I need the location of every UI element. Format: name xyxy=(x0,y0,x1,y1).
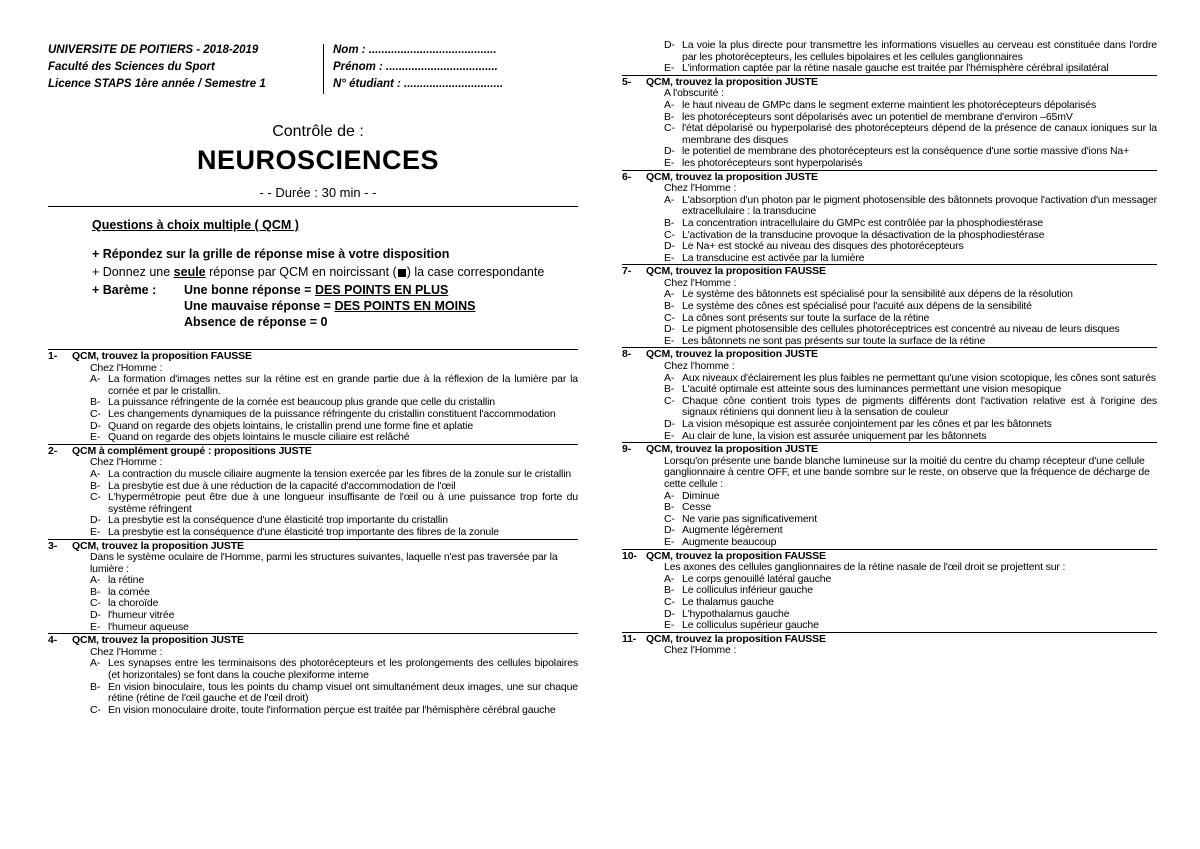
title-divider xyxy=(48,206,578,207)
question-number: 2- xyxy=(48,444,58,457)
option-letter: B- xyxy=(90,680,101,693)
question-option xyxy=(622,241,1157,253)
question-title: QCM, trouvez la proposition FAUSSE xyxy=(646,632,826,645)
option-letter: D- xyxy=(90,419,101,432)
option-letter: A- xyxy=(664,193,675,206)
option-text: Le pigment photosensible des cellules photoréceptrices est concentré au niveau de leurs disques xyxy=(682,323,1120,336)
option-text: Aux niveaux d'éclairement les plus faibles ne permettant qu'une vision scotopique, les cônes sont saturés xyxy=(682,371,1156,384)
questions-left-column xyxy=(48,349,578,716)
option-text: La presbytie est la conséquence d'une élasticité trop importante du cristallin xyxy=(108,514,448,527)
question-intro: Chez l'Homme : xyxy=(90,361,163,374)
question-option xyxy=(48,658,578,681)
option-text: l'humeur vitrée xyxy=(108,609,175,622)
option-text: L'acuité optimale est atteinte sous des luminances permettant une vision mesopique xyxy=(682,383,1062,396)
option-text: Le corps genouillé latéral gauche xyxy=(682,572,832,585)
question-header xyxy=(622,549,1157,563)
question-header xyxy=(622,75,1157,89)
bad-answer-label: Une mauvaise réponse = xyxy=(184,299,331,313)
instruction-2c: réponse par QCM en noircissant ( xyxy=(209,265,397,279)
option-letter: B- xyxy=(90,585,101,598)
option-text: La vision mésopique est assurée conjointement par les cônes et par les bâtonnets xyxy=(682,418,1052,430)
question-title: QCM à complément groupé : propositions JUSTE xyxy=(72,444,312,457)
question-option xyxy=(622,431,1157,443)
option-text: Ne varie pas significativement xyxy=(682,512,817,525)
option-letter: D- xyxy=(664,39,675,51)
option-letter: C- xyxy=(90,407,101,420)
option-letter: D- xyxy=(90,609,101,622)
instruction-2a: + Donnez une xyxy=(92,265,171,279)
option-text: Augmente beaucoup xyxy=(682,535,777,548)
questions-right-column xyxy=(622,40,1157,657)
option-letter: E- xyxy=(90,620,101,633)
exam-title: NEUROSCIENCES xyxy=(196,145,440,175)
question-intro: Les axones des cellules ganglionnaires de la rétine nasale de l'œil droit se projettent sur : xyxy=(664,561,1066,574)
option-letter: A- xyxy=(664,572,675,585)
question-header xyxy=(48,633,578,647)
question-header xyxy=(622,442,1157,456)
question-option xyxy=(622,218,1157,230)
question-header xyxy=(622,264,1157,278)
prenom-field: Prénom : ................................... xyxy=(333,61,498,73)
question-title: QCM, trouvez la proposition JUSTE xyxy=(72,539,244,552)
question-number: 4- xyxy=(48,634,58,647)
option-text: Le Na+ est stocké au niveau des disques des photorécepteurs xyxy=(682,240,964,253)
question-option xyxy=(622,195,1157,218)
option-text: la rétine xyxy=(108,574,145,587)
option-letter: C- xyxy=(90,491,101,504)
question-option xyxy=(48,409,578,421)
option-text: Quand on regarde des objets lointains, le cristallin prend une forme fine et aplatie xyxy=(108,419,474,432)
question-option xyxy=(48,374,578,397)
question-title: QCM, trouvez la proposition JUSTE xyxy=(646,75,818,88)
question-header xyxy=(48,539,578,553)
question-title: QCM, trouvez la proposition JUSTE xyxy=(646,348,818,361)
exam-header xyxy=(48,42,588,94)
option-letter: E- xyxy=(664,429,675,442)
option-text: Le système des cônes est spécialisé pour l'acuité aux dépens de la sensibilité xyxy=(682,300,1032,313)
bareme-label: + Barème : xyxy=(92,283,157,297)
question-header xyxy=(48,349,578,363)
question-intro: Chez l'Homme : xyxy=(664,644,737,657)
instruction-2b: seule xyxy=(173,265,206,279)
question-number: 3- xyxy=(48,539,58,552)
option-letter: A- xyxy=(90,467,101,480)
option-letter: E- xyxy=(90,525,101,538)
option-text: Le colliculus supérieur gauche xyxy=(682,619,819,632)
option-letter: B- xyxy=(664,501,675,514)
option-letter: D- xyxy=(664,145,675,158)
option-letter: C- xyxy=(664,311,675,324)
bad-answer-value: DES POINTS EN MOINS xyxy=(334,299,476,313)
question-number: 10- xyxy=(622,549,637,562)
option-letter: C- xyxy=(664,394,675,407)
option-text: La puissance réfringente de la cornée est beaucoup plus grande que celle du cristallin xyxy=(108,396,495,409)
question-title: QCM, trouvez la proposition FAUSSE xyxy=(646,265,826,278)
question-number: 11- xyxy=(622,632,637,645)
question-title: QCM, trouvez la proposition JUSTE xyxy=(72,634,244,647)
option-text: La presbytie est due à une réduction de la capacité d'accommodation de l'œil xyxy=(108,479,456,492)
option-letter: D- xyxy=(664,524,675,537)
option-text: La presbytie est la conséquence d'une élasticité trop importante des fibres de la zonule xyxy=(108,525,499,538)
option-letter: C- xyxy=(664,595,675,608)
faculty-name: Faculté des Sciences du Sport xyxy=(48,61,215,73)
exam-duration: - - Durée : 30 min - - xyxy=(259,185,377,200)
question-option xyxy=(622,100,1157,112)
instruction-1: + Répondez sur la grille de réponse mise à votre disposition xyxy=(92,247,450,261)
option-letter: C- xyxy=(664,122,675,135)
option-letter: D- xyxy=(664,323,675,336)
option-text: le haut niveau de GMPc dans le segment externe maintient les photorécepteurs dépolarisés xyxy=(682,98,1097,111)
option-text: En vision monoculaire droite, toute l'information perçue est traitée par l'hémisphère cérébral gauche xyxy=(108,703,556,716)
option-text: Les synapses entre les terminaisons des photorécepteurs et les prolongements des cellules bipolaires (et horizontales) se font dans la couche plexiforme interne xyxy=(108,657,578,682)
university-name: UNIVERSITE DE POITIERS - 2018-2019 xyxy=(48,44,259,56)
option-text: Les changements dynamiques de la puissance réfringente du cristallin constituent l'accommodation xyxy=(108,407,556,420)
question-intro: Chez l'homme : xyxy=(664,360,735,373)
question-title: QCM, trouvez la proposition JUSTE xyxy=(646,443,818,456)
option-text: La contraction du muscle ciliaire augmente la tension exercée par les fibres de la zonule sur le cristallin xyxy=(108,467,572,480)
question-option xyxy=(622,396,1157,419)
question-option xyxy=(622,40,1157,63)
question-intro: Chez l'Homme : xyxy=(664,182,737,195)
instructions xyxy=(92,217,578,330)
option-letter: B- xyxy=(664,300,675,313)
question-number: 7- xyxy=(622,265,632,278)
option-text: Augmente légèrement xyxy=(682,524,783,537)
option-letter: B- xyxy=(90,396,101,409)
instruction-2d: ) la case correspondante xyxy=(406,265,545,279)
question-option xyxy=(48,610,578,622)
option-text: L'hypothalamus gauche xyxy=(682,607,790,620)
option-letter: C- xyxy=(664,512,675,525)
option-text: Le système des bâtonnets est spécialisé pour la sensibilité aux dépens de la résolution xyxy=(682,288,1073,301)
question-intro: A l'obscurité : xyxy=(664,87,724,100)
question-header xyxy=(48,444,578,458)
nom-field: Nom : ........................................ xyxy=(333,44,497,56)
no-answer-label: Absence de réponse = 0 xyxy=(184,315,328,329)
option-text: La formation d'images nettes sur la rétine est en grande partie due à la réflexion de la lumière par la cornée et par le cristallin. xyxy=(108,373,578,397)
option-text: Diminue xyxy=(682,489,720,502)
option-letter: E- xyxy=(664,62,675,75)
option-text: Quand on regarde des objets lointains le muscle ciliaire est relâché xyxy=(108,431,410,444)
question-number: 9- xyxy=(622,443,632,456)
option-letter: E- xyxy=(90,431,101,444)
option-text: La concentration intracellulaire du GMPc est contrôlée par la phosphodiestérase xyxy=(682,216,1044,229)
option-text: l'état dépolarisé ou hyperpolarisé des photorécepteurs dépend de la présence de canaux ioniques sur la membrane des disques xyxy=(682,122,1157,146)
question-option xyxy=(622,253,1157,265)
option-letter: E- xyxy=(664,619,675,632)
option-text: Le colliculus inférieur gauche xyxy=(682,584,813,597)
option-letter: A- xyxy=(664,371,675,384)
option-letter: E- xyxy=(664,251,675,264)
question-number: 1- xyxy=(48,350,58,362)
option-letter: E- xyxy=(664,535,675,548)
option-text: Chaque cône contient trois types de pigments différents dont l'activation relative est à l'origine des signaux rétiniens qui donnent lieu à la sensation de couleur xyxy=(682,394,1157,419)
option-letter: C- xyxy=(90,703,101,716)
option-text: L'absorption d'un photon par le pigment photosensible des bâtonnets provoque l'activation d'un messager extracellulaire : la transducine xyxy=(682,193,1157,218)
option-letter: A- xyxy=(664,288,675,301)
question-header xyxy=(622,632,1157,646)
option-text: L'activation de la transducine provoque la désactivation de la phosphodiestérase xyxy=(682,228,1045,241)
option-letter: D- xyxy=(664,240,675,253)
question-option xyxy=(48,705,578,717)
question-intro: Dans le système oculaire de l'Homme, parmi les structures suivantes, laquelle n'est pas traversée par la lumière : xyxy=(90,551,558,575)
option-letter: D- xyxy=(90,514,101,527)
question-title: QCM, trouvez la proposition FAUSSE xyxy=(646,549,826,562)
question-option xyxy=(48,682,578,705)
option-letter: B- xyxy=(664,216,675,229)
question-number: 5- xyxy=(622,75,632,88)
question-number: 8- xyxy=(622,348,632,361)
option-text: le potentiel de membrane des photorécepteurs est la conséquence d'une sortie massive d'ions Na+ xyxy=(682,145,1130,158)
option-text: L'information captée par la rétine nasale gauche est traitée par l'hémisphère cérébral ipsilatéral xyxy=(682,62,1109,75)
question-option xyxy=(622,123,1157,146)
question-option xyxy=(622,158,1157,170)
question-option xyxy=(622,63,1157,75)
option-text: Les bâtonnets ne sont pas présents sur toute la surface de la rétine xyxy=(682,334,986,347)
option-text: la choroïde xyxy=(108,597,159,610)
option-text: La transducine est activée par la lumière xyxy=(682,251,865,264)
option-text: Le thalamus gauche xyxy=(682,595,774,608)
option-letter: B- xyxy=(664,383,675,396)
option-letter: C- xyxy=(90,597,101,610)
etudiant-field: N° étudiant : ............................... xyxy=(333,78,504,90)
option-text: Au clair de lune, la vision est assurée uniquement par les bâtonnets xyxy=(682,429,987,442)
option-letter: B- xyxy=(664,110,675,123)
question-header xyxy=(622,347,1157,361)
question-option xyxy=(622,620,1157,632)
option-text: La voie la plus directe pour transmettre les informations visuelles au cerveau est constituée dans l'ordre par les photorécepteurs, les cellules bipolaires et les cellules ganglionnaires xyxy=(682,39,1157,63)
question-header xyxy=(622,170,1157,184)
option-letter: E- xyxy=(664,156,675,169)
instructions-heading: Questions à choix multiple ( QCM ) xyxy=(92,218,299,232)
option-letter: A- xyxy=(664,98,675,111)
question-intro: Chez l'Homme : xyxy=(90,456,163,469)
option-letter: A- xyxy=(90,373,101,386)
option-text: les photorécepteurs sont hyperpolarisés xyxy=(682,156,863,169)
question-option xyxy=(622,336,1157,348)
question-option xyxy=(48,469,578,481)
question-option xyxy=(48,492,578,515)
option-letter: E- xyxy=(664,334,675,347)
option-text: La cônes sont présents sur toute la surface de la rétine xyxy=(682,311,930,324)
good-answer-value: DES POINTS EN PLUS xyxy=(314,283,449,297)
option-text: la cornée xyxy=(108,585,150,598)
filled-square-icon xyxy=(398,269,406,277)
option-letter: B- xyxy=(664,584,675,597)
question-option xyxy=(622,502,1157,514)
question-option xyxy=(622,597,1157,609)
option-text: les photorécepteurs sont dépolarisés avec un potentiel de membrane d'environ –65mV xyxy=(682,110,1073,123)
question-option xyxy=(622,419,1157,431)
question-title: QCM, trouvez la proposition FAUSSE xyxy=(72,350,252,362)
question-option xyxy=(622,301,1157,313)
question-title: QCM, trouvez la proposition JUSTE xyxy=(646,170,818,183)
exam-title-label: Contrôle de : xyxy=(272,123,364,140)
option-text: Cesse xyxy=(682,501,712,514)
question-intro: Chez l'Homme : xyxy=(90,645,163,658)
option-letter: D- xyxy=(664,418,675,430)
option-letter: A- xyxy=(664,489,675,502)
question-option xyxy=(622,537,1157,549)
question-option xyxy=(48,432,578,444)
question-number: 6- xyxy=(622,170,632,183)
question-intro: Chez l'Homme : xyxy=(664,276,737,289)
option-text: L'hypermétropie peut être due à une longueur insuffisante de l'œil ou à une puissance trop forte du système réfringent xyxy=(108,491,578,515)
option-letter: D- xyxy=(664,607,675,620)
program-name: Licence STAPS 1ère année / Semestre 1 xyxy=(48,78,266,90)
good-answer-label: Une bonne réponse = xyxy=(184,283,312,297)
option-letter: A- xyxy=(90,657,101,670)
question-intro: Lorsqu'on présente une bande blanche lumineuse sur la moitié du centre du champ récepteur d'une cellule ganglionnaire à centre OFF, et une bande sombre sur le reste, on observe que la fréquence de décharge de cette cellule : xyxy=(664,454,1150,490)
option-text: l'humeur aqueuse xyxy=(108,620,189,633)
option-letter: B- xyxy=(90,479,101,492)
option-text: En vision binoculaire, tous les points du champ visuel ont simultanément deux images, une sur chaque rétine (rétine de l'œil gauche et de l'œil droit) xyxy=(108,680,578,705)
question-option xyxy=(48,622,578,634)
question-option xyxy=(48,527,578,539)
option-letter: A- xyxy=(90,574,101,587)
option-letter: C- xyxy=(664,228,675,241)
